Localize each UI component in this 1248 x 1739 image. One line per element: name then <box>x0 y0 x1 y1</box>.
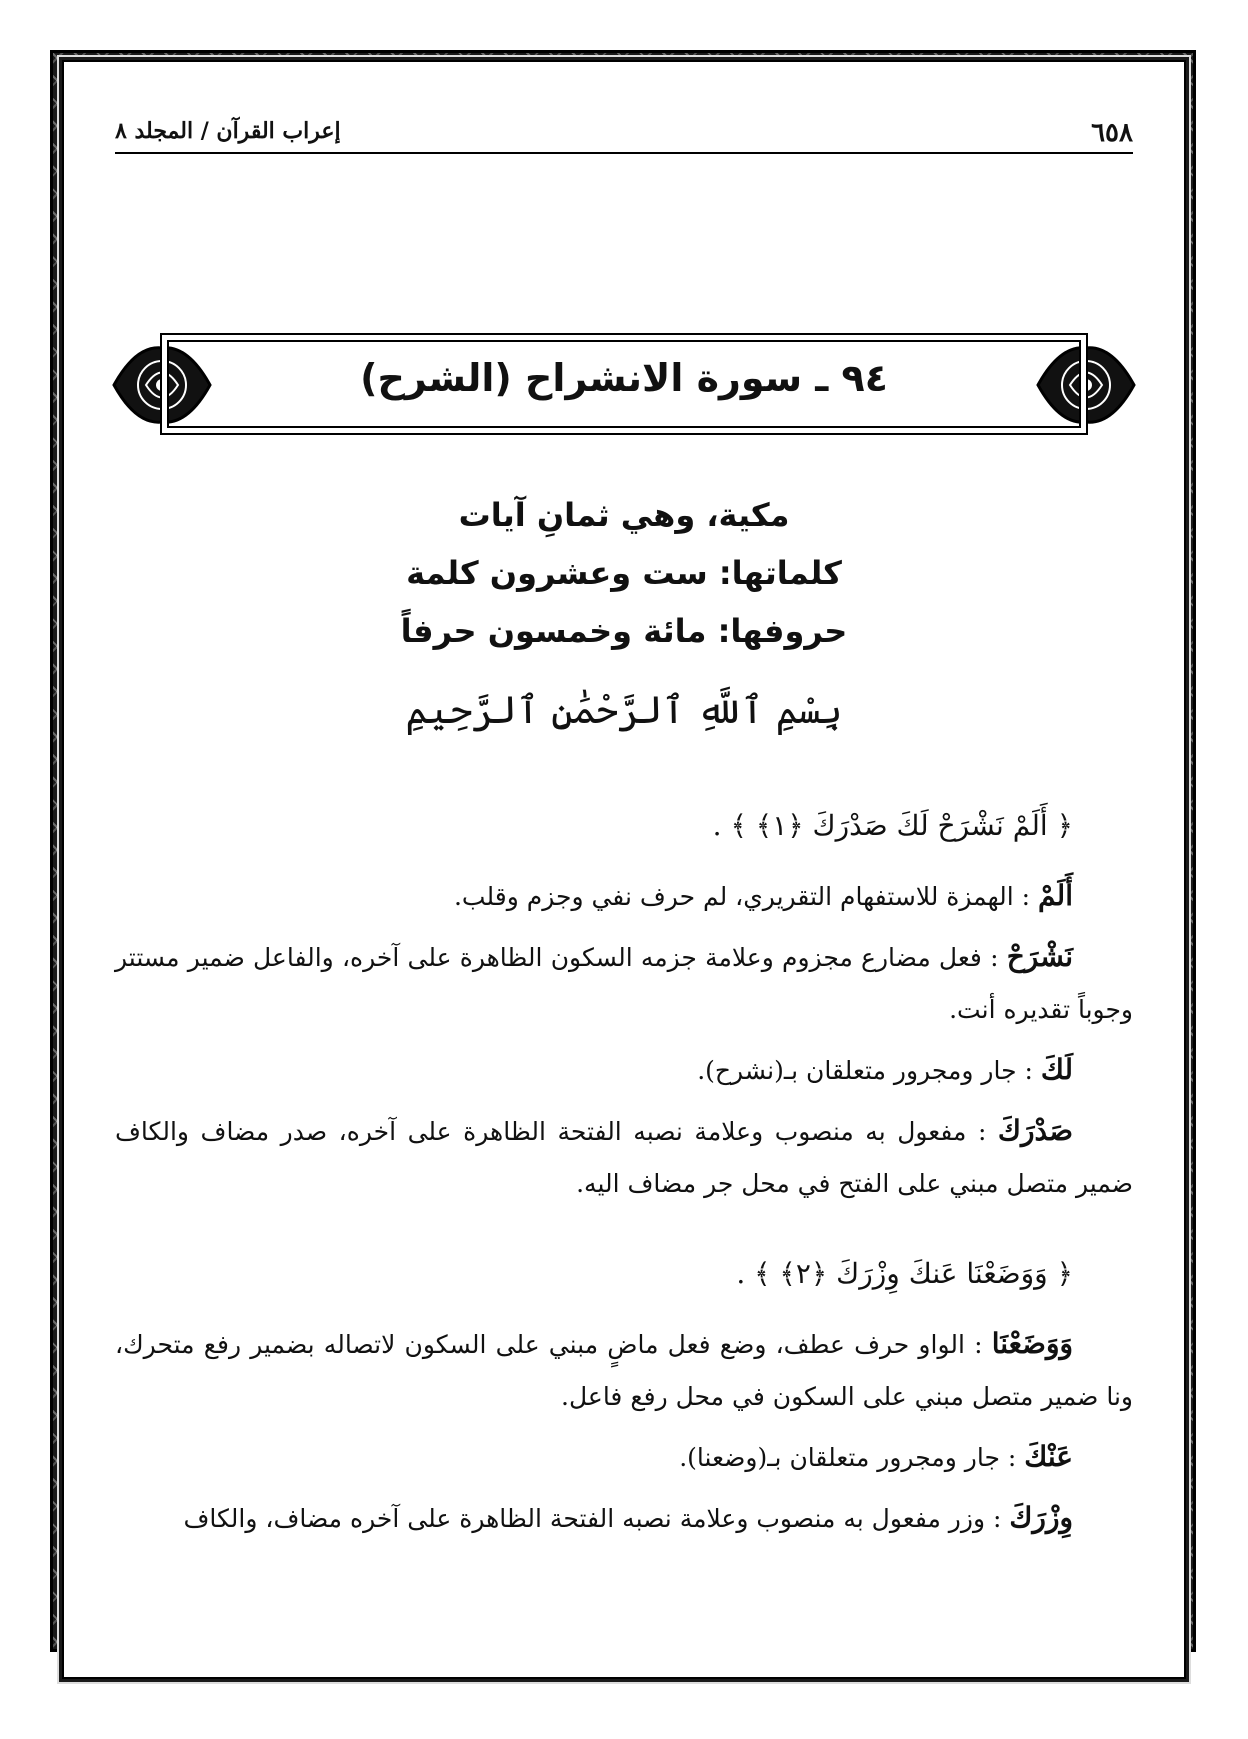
entry-1-3 <box>115 1044 1133 1097</box>
entry-explanation: : جار ومجرور متعلقان بـ(نشرح). <box>697 1056 1041 1085</box>
entry-word: لَكَ <box>1040 1053 1073 1086</box>
entry-word: صَدْرَكَ <box>997 1114 1073 1147</box>
entry-explanation: : فعل مضارع مجزوم وعلامة جزمه السكون الظاهرة على آخره، والفاعل ضمير مستتر وجوباً تقديره أنت. <box>115 943 1133 1024</box>
info-letter-count: حروفها: مائة وخمسون حرفاً <box>400 612 848 650</box>
entry-word: وَوَضَعْنَا <box>991 1327 1073 1360</box>
surah-title: ٩٤ ـ سورة الانشراح (الشرح) <box>360 356 888 400</box>
entry-explanation: : الهمزة للاستفهام التقريري، لم حرف نفي وجزم وقلب. <box>453 882 1039 911</box>
entry-word: عَنْكَ <box>1024 1440 1073 1473</box>
book-title: إعراب القرآن / المجلد ٨ <box>115 118 341 144</box>
surah-info <box>115 486 1133 660</box>
surah-title-banner <box>160 333 1088 435</box>
entry-1-1 <box>115 870 1133 923</box>
entry-1-4 <box>115 1105 1133 1210</box>
entry-explanation: : الواو حرف عطف، وضع فعل ماضٍ مبني على السكون لاتصاله بضمير رفع متحرك، ونا ضمير متصل مبني على السكون في محل رفع فاعل. <box>115 1330 1133 1411</box>
verse-1: ﴿ أَلَمْ نَشْرَحْ لَكَ صَدْرَكَ ﴿١﴾ ﴾ . <box>712 809 1073 842</box>
entry-explanation: : مفعول به منصوب وعلامة نصبه الفتحة الظاهرة على آخره، صدر مضاف والكاف ضمير متصل مبني على الفتح في محل جر مضاف اليه. <box>115 1117 1133 1198</box>
page-number: ٦٥٨ <box>1091 118 1133 148</box>
entry-word: وِزْرَكَ <box>1009 1501 1073 1534</box>
info-word-count: كلماتها: ست وعشرون كلمة <box>406 554 842 592</box>
entry-explanation: : جار ومجرور متعلقان بـ(وضعنا). <box>679 1443 1025 1472</box>
running-header <box>115 112 1133 154</box>
spacer <box>115 1218 1133 1248</box>
entry-word: أَلَمْ <box>1038 879 1073 912</box>
entry-2-2 <box>115 1431 1133 1484</box>
info-revelation: مكية، وهي ثمانِ آيات <box>458 496 790 534</box>
basmala: بِسْمِ ٱللَّهِ ٱلرَّحْمَٰنِ ٱلرَّحِيمِ <box>405 688 843 732</box>
entry-1-2 <box>115 931 1133 1036</box>
entry-explanation: : وزر مفعول به منصوب وعلامة نصبه الفتحة الظاهرة على آخره مضاف، والكاف <box>183 1504 1010 1533</box>
entry-2-1 <box>115 1318 1133 1423</box>
grammar-content <box>115 800 1133 1553</box>
entry-word: نَشْرَحْ <box>1006 940 1073 973</box>
verse-2: ﴿ وَوَضَعْنَا عَنكَ وِزْرَكَ ﴿٢﴾ ﴾ . <box>736 1257 1073 1290</box>
entry-2-3 <box>115 1492 1133 1545</box>
